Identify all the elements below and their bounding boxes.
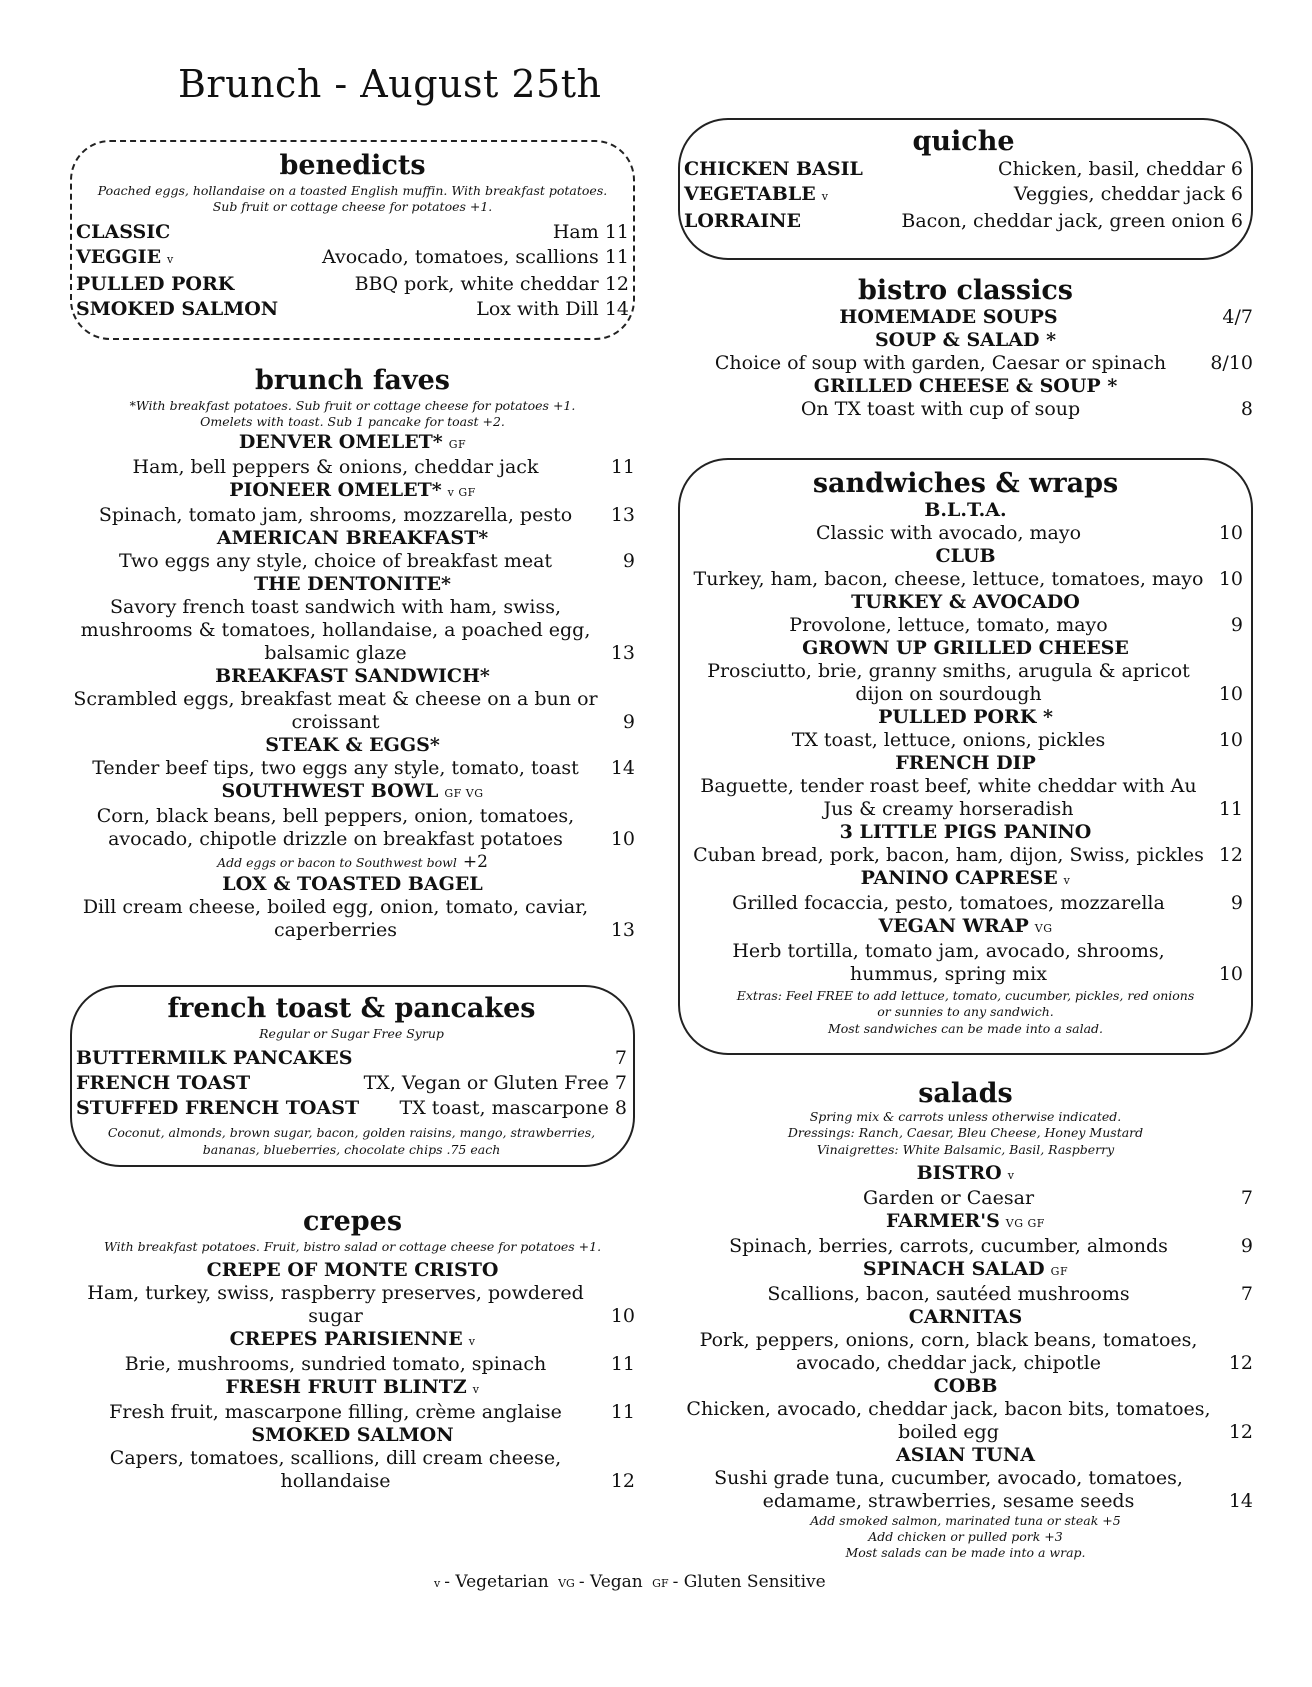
menu-item-desc	[678, 398, 1253, 421]
item-price: 14	[1228, 1489, 1253, 1512]
menu-item-desc	[70, 550, 635, 573]
item-name: B.L.T.A.	[924, 499, 1007, 522]
item-price: 11	[610, 1353, 635, 1376]
item-desc-text: Scrambled eggs, breakfast meat & cheese on a bun or croissant	[73, 687, 598, 733]
item-name-wrap	[76, 297, 278, 322]
menu-item-title	[678, 1258, 1253, 1283]
menu-row	[76, 220, 629, 245]
item-desc-text: Corn, black beans, bell peppers, onion, tomatoes, avocado, chipotle drizzle on breakfast potatoes	[96, 804, 575, 850]
item-name: LORRAINE	[684, 210, 801, 233]
salads-note-1: Spring mix & carrots unless otherwise indicated.	[809, 1109, 1122, 1125]
item-desc-text: Prosciutto, brie, granny smiths, arugula & apricot dijon on sourdough	[707, 660, 1190, 706]
menu-row	[684, 182, 1243, 209]
legend-gf-symbol: GF	[652, 1577, 669, 1590]
item-price: 11	[604, 245, 629, 268]
section-title: salads	[918, 1078, 1013, 1109]
item-price: 8/10	[1210, 352, 1253, 375]
item-desc-text: Classic with avocado, mayo	[815, 522, 1082, 545]
menu-item-title	[688, 867, 1243, 892]
item-desc: TX toast, mascarpone	[399, 1097, 609, 1120]
menu-row	[76, 1071, 627, 1096]
section-note: Poached eggs, hollandaise on a toasted English muffin. With breakfast potatoes. Sub fruit or cottage cheese for potatoes +1.	[97, 183, 608, 215]
diet-tag: GF	[448, 437, 467, 451]
item-name: SOUTHWEST BOWL	[221, 779, 439, 802]
item-detail	[364, 1071, 627, 1096]
item-price: 8	[614, 1097, 627, 1120]
menu-item-desc	[688, 568, 1243, 591]
section-note: Regular or Sugar Free Syrup	[259, 1026, 444, 1042]
item-name: CARNITAS	[908, 1305, 1023, 1328]
item-name: STEAK & EGGS*	[265, 733, 440, 756]
diet-legend	[430, 1572, 826, 1592]
item-desc-text: Sushi grade tuna, cucumber, avocado, tomatoes, edamame, strawberries, sesame seeds	[714, 1466, 1183, 1512]
section-title: bistro classics	[858, 275, 1073, 306]
menu-row	[76, 297, 629, 322]
item-desc-text: Baguette, tender roast beef, white cheddar with Au Jus & creamy horseradish	[700, 775, 1197, 821]
menu-item-title	[678, 375, 1253, 398]
item-desc-text: Brie, mushrooms, sundried tomato, spinach	[124, 1353, 547, 1376]
item-desc-text: Pork, peppers, onions, corn, black beans, tomatoes, avocado, cheddar jack, chipotle	[699, 1328, 1198, 1374]
item-desc: Lox with Dill	[476, 297, 599, 320]
quiche-section	[678, 118, 1253, 260]
item-price: 10	[1218, 963, 1243, 986]
item-name: SPINACH SALAD	[862, 1257, 1045, 1280]
item-price: 13	[610, 641, 635, 664]
item-price: 9	[622, 549, 635, 572]
item-name: CREPES PARISIENNE	[229, 1328, 463, 1351]
item-name: SOUP & SALAD *	[874, 329, 1057, 352]
menu-item-title	[70, 1259, 635, 1282]
diet-tag: VG	[1034, 922, 1053, 936]
french-toast-list	[76, 1046, 627, 1121]
item-price: 10	[610, 1305, 635, 1328]
crepes-section	[70, 1206, 635, 1493]
item-name: COBB	[933, 1374, 998, 1397]
item-name: FRENCH TOAST	[76, 1072, 251, 1095]
diet-tag: v	[472, 1383, 480, 1397]
item-name: TURKEY & AVOCADO	[851, 591, 1080, 614]
item-desc-text: Spinach, tomato jam, shrooms, mozzarella, pesto	[98, 503, 573, 526]
extras-note: Extras: Feel FREE to add lettuce, tomato, cucumber, pickles, red onions or sunnies to any sandwich.	[736, 988, 1195, 1020]
menu-item-title	[678, 306, 1253, 329]
quiche-list	[684, 157, 1243, 234]
menu-row	[76, 272, 629, 297]
item-price: 12	[1228, 1351, 1253, 1374]
menu-item-title	[678, 329, 1253, 352]
item-price: 8	[1240, 398, 1253, 421]
section-title: benedicts	[279, 150, 426, 181]
french-toast-section	[70, 985, 635, 1167]
item-name: AMERICAN BREAKFAST*	[216, 526, 489, 549]
menu-item-desc	[70, 805, 635, 851]
item-price: 10	[610, 827, 635, 850]
menu-item-title	[70, 734, 635, 757]
item-name: SMOKED SALMON	[76, 297, 279, 320]
item-price: 11	[604, 220, 629, 243]
diet-tag: v	[167, 252, 174, 266]
menu-item-desc	[70, 1353, 635, 1376]
item-name: VEGETABLE	[684, 183, 816, 206]
menu-item-title	[678, 1375, 1253, 1398]
item-price: 12	[604, 272, 629, 295]
item-name-wrap	[684, 157, 863, 182]
item-desc-text: Provolone, lettuce, tomato, mayo	[789, 614, 1108, 637]
salads-note-3: Vinaigrettes: White Balsamic, Basil, Raspberry	[816, 1141, 1115, 1157]
item-price: 9	[1230, 892, 1243, 915]
item-desc-text: Cuban bread, pork, bacon, ham, dijon, Swiss, pickles	[693, 844, 1204, 867]
menu-item-title	[70, 1328, 635, 1353]
menu-item-desc	[688, 940, 1243, 986]
item-price: 11	[1218, 798, 1243, 821]
salads-list	[678, 1162, 1253, 1513]
item-detail	[400, 1096, 627, 1121]
item-desc-text: Savory french toast sandwich with ham, swiss, mushrooms & tomatoes, hollandaise, a poached egg, balsamic glaze	[80, 595, 591, 664]
item-desc: Chicken, basil, cheddar	[997, 158, 1225, 181]
item-name: SMOKED SALMON	[251, 1424, 454, 1447]
diet-tag: v	[1007, 1168, 1015, 1182]
item-price: 7	[614, 1072, 627, 1095]
menu-item-desc	[688, 729, 1243, 752]
menu-item-desc	[678, 1467, 1253, 1513]
item-desc-text: Spinach, berries, carrots, cucumber, almonds	[729, 1234, 1168, 1257]
menu-row	[76, 1046, 627, 1071]
menu-item-title	[688, 545, 1243, 568]
item-name: BISTRO	[916, 1161, 1002, 1184]
item-name: LOX & TOASTED BAGEL	[222, 872, 483, 895]
item-price: 13	[610, 503, 635, 526]
item-desc-text: Grilled focaccia, pesto, tomatoes, mozzarella	[732, 892, 1165, 915]
item-detail	[998, 157, 1243, 182]
menu-item-desc	[688, 892, 1243, 915]
salads-note-2: Dressings: Ranch, Caesar, Bleu Cheese, Honey Mustard	[787, 1125, 1144, 1141]
salad-note: Most sandwiches can be made into a salad.	[827, 1020, 1103, 1036]
item-price: 11	[610, 455, 635, 478]
item-name: STUFFED FRENCH TOAST	[76, 1097, 360, 1120]
item-price: 9	[622, 710, 635, 733]
item-price: 10	[1218, 568, 1243, 591]
item-desc: BBQ pork, white cheddar	[354, 272, 599, 295]
item-name: BREAKFAST SANDWICH*	[215, 664, 490, 687]
item-desc: Veggies, cheddar jack	[1013, 183, 1225, 206]
item-desc-text: Turkey, ham, bacon, cheese, lettuce, tomatoes, mayo	[693, 568, 1204, 591]
salads-addon-1: Add smoked salmon, marinated tuna or steak +5	[810, 1512, 1121, 1528]
menu-item-title	[70, 1424, 635, 1447]
menu-item-title	[70, 665, 635, 688]
menu-item-title	[688, 821, 1243, 844]
item-desc-text: Chicken, avocado, cheddar jack, bacon bits, tomatoes, boiled egg	[686, 1397, 1211, 1443]
legend-vg-label: - Vegan	[578, 1572, 643, 1592]
item-price: 9	[1240, 1234, 1253, 1257]
item-name: VEGGIE	[76, 245, 162, 268]
item-name: THE DENTONITE*	[253, 572, 451, 595]
menu-item-title	[70, 527, 635, 550]
menu-item-title	[70, 873, 635, 896]
item-name: CLASSIC	[76, 220, 171, 243]
item-detail	[476, 297, 629, 322]
item-price: 7	[614, 1047, 627, 1070]
section-title: brunch faves	[254, 365, 450, 396]
item-name-wrap	[76, 220, 170, 245]
item-name: CREPE OF MONTE CRISTO	[206, 1259, 499, 1282]
item-desc: Bacon, cheddar jack, green onion	[901, 210, 1225, 233]
menu-item-desc	[70, 1282, 635, 1328]
item-name: VEGAN WRAP	[878, 915, 1029, 938]
diet-tag: v	[468, 1335, 476, 1349]
faves-list	[70, 431, 635, 942]
menu-item-title	[70, 479, 635, 504]
addon-text: Add eggs or bacon to Southwest bowl	[217, 854, 457, 870]
menu-item-desc	[678, 352, 1253, 375]
benedicts-list	[76, 220, 629, 322]
item-name: HOMEMADE SOUPS	[839, 306, 1058, 329]
item-desc-text: Dill cream cheese, boiled egg, onion, tomato, caviar, caperberries	[82, 895, 589, 941]
menu-item-title	[688, 637, 1243, 660]
menu-item-desc	[70, 504, 635, 527]
item-name-wrap	[76, 1096, 359, 1121]
item-detail	[615, 1046, 627, 1071]
diet-tag: VG GF	[1005, 1216, 1045, 1230]
item-name-wrap	[76, 245, 174, 272]
menu-item-desc	[688, 660, 1243, 706]
diet-tag: GF VG	[444, 786, 484, 800]
item-desc-text: TX toast, lettuce, onions, pickles	[791, 729, 1106, 752]
item-price: 11	[610, 1401, 635, 1424]
southwest-addon	[70, 851, 635, 873]
item-name: GRILLED CHEESE & SOUP *	[813, 375, 1118, 398]
item-price: 4/7	[1222, 306, 1253, 329]
diet-tag: v	[1063, 874, 1071, 888]
item-detail	[322, 245, 629, 272]
item-desc-text: Ham, turkey, swiss, raspberry preserves, powdered sugar	[87, 1282, 584, 1328]
item-price: 6	[1230, 183, 1243, 206]
item-desc-text: Scallions, bacon, sautéed mushrooms	[767, 1282, 1130, 1305]
menu-item-title	[678, 1162, 1253, 1187]
item-price: 9	[1230, 614, 1243, 637]
brunch-faves-section	[70, 365, 635, 942]
section-title: quiche	[912, 126, 1015, 157]
item-price: 10	[1218, 729, 1243, 752]
section-title: sandwiches & wraps	[812, 468, 1119, 499]
menu-item-title	[688, 499, 1243, 522]
menu-item-title	[70, 431, 635, 456]
menu-item-desc	[688, 522, 1243, 545]
section-note: With breakfast potatoes. Fruit, bistro salad or cottage cheese for potatoes +1.	[103, 1239, 602, 1255]
menu-item-desc	[678, 1283, 1253, 1306]
item-name: GROWN UP GRILLED CHEESE	[802, 637, 1129, 660]
item-desc-text: Ham, bell peppers & onions, cheddar jack	[132, 455, 539, 478]
benedicts-section	[70, 140, 635, 340]
bistro-classics-section	[678, 275, 1253, 421]
menu-item-desc	[70, 896, 635, 942]
menu-item-desc	[678, 1235, 1253, 1258]
menu-row	[684, 157, 1243, 182]
menu-row	[76, 1096, 627, 1121]
item-name-wrap	[76, 1046, 353, 1071]
item-name: CLUB	[935, 545, 996, 568]
crepes-list	[70, 1259, 635, 1493]
item-name: PIONEER OMELET*	[229, 478, 442, 501]
item-desc-text: Herb tortilla, tomato jam, avocado, shrooms, hummus, spring mix	[732, 940, 1165, 986]
toppings-note: Coconut, almonds, brown sugar, bacon, golden raisins, mango, strawberries, bananas, blueberries, chocolate chips .75 each	[107, 1125, 596, 1157]
item-price: 12	[1218, 844, 1243, 867]
item-detail	[355, 272, 629, 297]
menu-item-title	[678, 1210, 1253, 1235]
item-price: 6	[1230, 158, 1243, 181]
menu-item-desc	[70, 1401, 635, 1424]
menu-item-desc	[678, 1187, 1253, 1210]
menu-item-title	[678, 1444, 1253, 1467]
item-detail	[1014, 182, 1243, 209]
item-price: 7	[1240, 1186, 1253, 1209]
item-desc: TX, Vegan or Gluten Free	[363, 1072, 609, 1095]
item-name: FRESH FRUIT BLINTZ	[225, 1376, 467, 1399]
item-name-wrap	[684, 182, 828, 209]
menu-item-desc	[70, 757, 635, 780]
item-price: 12	[1228, 1420, 1253, 1443]
menu-row	[76, 245, 629, 272]
item-name: ASIAN TUNA	[896, 1443, 1035, 1466]
item-name: FRENCH DIP	[895, 752, 1036, 775]
section-title: crepes	[302, 1206, 403, 1237]
sandwiches-section	[678, 458, 1253, 1055]
item-price: 6	[1230, 210, 1243, 233]
menu-item-desc	[688, 775, 1243, 821]
item-price: 7	[1240, 1282, 1253, 1305]
page-title: Brunch - August 25th	[178, 62, 602, 106]
item-name: 3 LITTLE PIGS PANINO	[839, 821, 1092, 844]
diet-tag: v GF	[447, 485, 476, 499]
item-name: PULLED PORK *	[878, 706, 1053, 729]
item-desc-text: Tender beef tips, two eggs any style, tomato, toast	[92, 756, 579, 779]
item-desc-text: Garden or Caesar	[862, 1186, 1035, 1209]
menu-item-title	[678, 1306, 1253, 1329]
item-desc-text: Choice of soup with garden, Caesar or spinach	[714, 352, 1167, 375]
item-desc-text: Two eggs any style, choice of breakfast meat	[118, 549, 553, 572]
section-note: *With breakfast potatoes. Sub fruit or cottage cheese for potatoes +1. Omelets with toast. Sub 1 pancake for toast +2.	[129, 398, 576, 430]
item-price: 10	[1218, 683, 1243, 706]
menu-item-desc	[688, 614, 1243, 637]
menu-item-title	[688, 752, 1243, 775]
addon-price: +2	[462, 851, 488, 872]
item-name-wrap	[76, 272, 234, 297]
item-detail	[901, 209, 1243, 234]
item-desc-text: Fresh fruit, mascarpone filling, crème anglaise	[109, 1401, 562, 1424]
menu-item-title	[70, 573, 635, 596]
legend-v-symbol: v	[434, 1577, 441, 1590]
bistro-classics-list	[678, 306, 1253, 421]
item-desc: Avocado, tomatoes, scallions	[322, 245, 599, 268]
item-name: FARMER'S	[886, 1209, 1000, 1232]
menu-item-title	[70, 1376, 635, 1401]
sandwiches-list	[688, 499, 1243, 986]
item-desc: Ham	[552, 220, 599, 243]
menu-item-title	[688, 915, 1243, 940]
item-desc-text: On TX toast with cup of soup	[800, 398, 1081, 421]
item-name-wrap	[684, 209, 801, 234]
legend-v-label: - Vegetarian	[444, 1572, 549, 1592]
item-name: CHICKEN BASIL	[684, 158, 863, 181]
item-detail	[553, 220, 629, 245]
menu-item-desc	[70, 688, 635, 734]
salads-addon-3: Most salads can be made into a wrap.	[845, 1545, 1086, 1561]
item-name: BUTTERMILK PANCAKES	[76, 1047, 353, 1070]
legend-gf-label: - Gluten Sensitive	[672, 1572, 826, 1592]
menu-item-desc	[70, 1447, 635, 1493]
menu-item-title	[688, 706, 1243, 729]
item-price: 14	[604, 297, 629, 320]
item-desc-text: Capers, tomatoes, scallions, dill cream cheese, hollandaise	[109, 1447, 562, 1493]
salads-addon-2: Add chicken or pulled pork +3	[868, 1529, 1063, 1545]
item-price: 12	[610, 1470, 635, 1493]
menu-row	[684, 209, 1243, 234]
menu-item-desc	[70, 596, 635, 665]
menu-item-desc	[70, 456, 635, 479]
menu-item-desc	[688, 844, 1243, 867]
menu-item-desc	[678, 1398, 1253, 1444]
item-price: 14	[610, 756, 635, 779]
item-price: 13	[610, 918, 635, 941]
item-name: DENVER OMELET*	[238, 430, 443, 453]
legend-vg-symbol: VG	[558, 1577, 575, 1590]
menu-item-title	[688, 591, 1243, 614]
item-name: PULLED PORK	[76, 272, 235, 295]
menu-item-desc	[678, 1329, 1253, 1375]
salads-section	[678, 1078, 1253, 1562]
item-name-wrap	[76, 1071, 250, 1096]
menu-item-title	[70, 780, 635, 805]
diet-tag: GF	[1050, 1264, 1069, 1278]
item-price: 10	[1218, 522, 1243, 545]
diet-tag: v	[821, 190, 829, 204]
section-title: french toast & pancakes	[167, 993, 536, 1024]
item-name: PANINO CAPRESE	[860, 867, 1058, 890]
